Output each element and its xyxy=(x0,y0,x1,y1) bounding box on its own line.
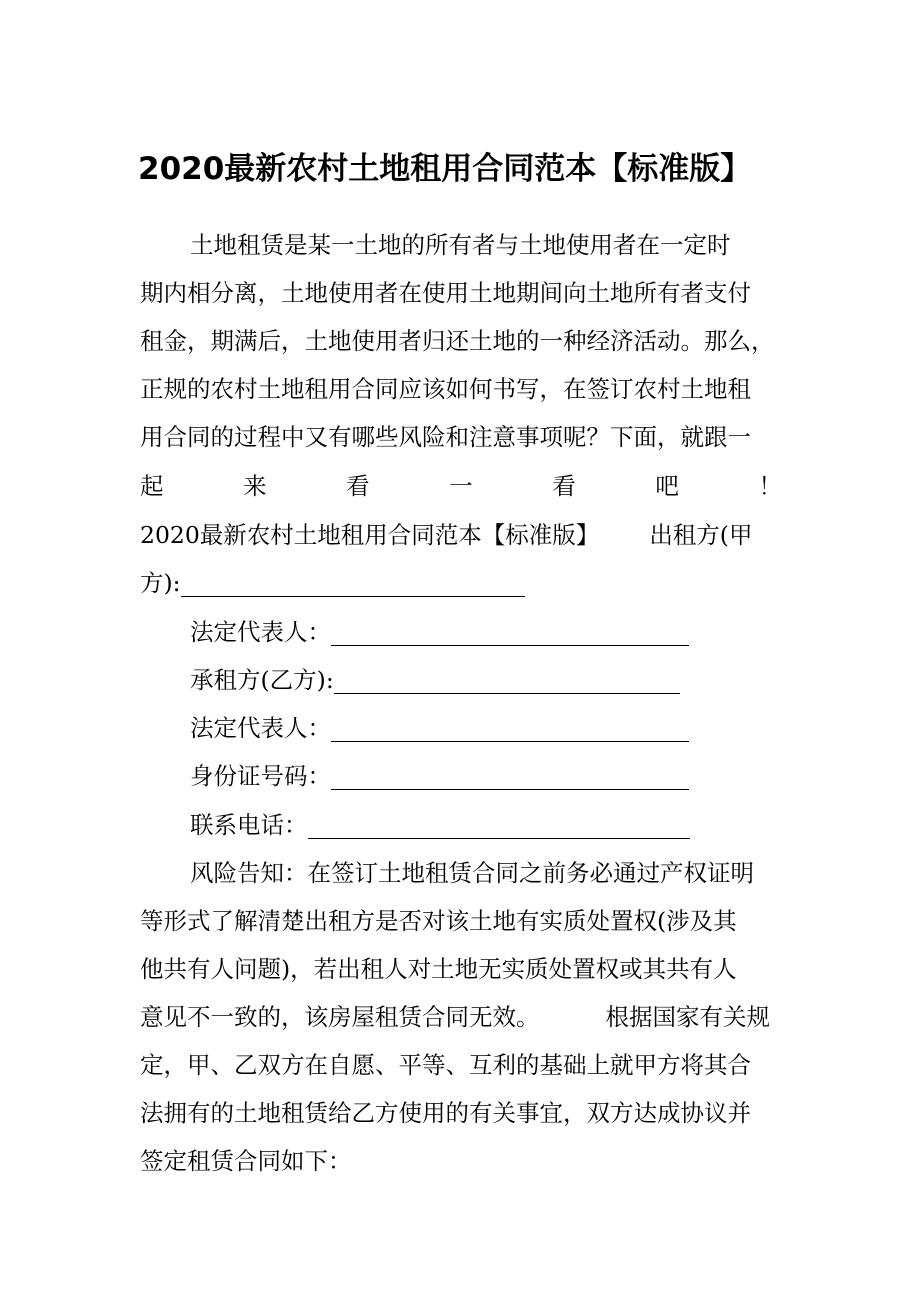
risk-line-7: 签定租赁合同如下： xyxy=(140,1147,352,1175)
intro-closing-char: 吧 xyxy=(655,472,679,500)
risk-line-1: 风险告知：在签订土地租赁合同之前务必通过产权证明 xyxy=(190,859,754,887)
intro-line-4: 正规的农村土地租用合同应该如何书写，在签订农村土地租 xyxy=(140,375,751,403)
field-row xyxy=(190,805,782,845)
field-blank[interactable] xyxy=(308,812,690,839)
intro-closing-char: ！ xyxy=(758,472,782,500)
intro-line-5: 用合同的过程中又有哪些风险和注意事项呢？下面，就跟一 xyxy=(140,423,751,451)
field-row xyxy=(190,612,782,652)
field-row xyxy=(190,708,782,748)
document-title: 2020最新农村土地租用合同范本【标准版】 xyxy=(138,151,752,187)
field-label: 法定代表人： xyxy=(190,714,331,742)
intro-line-3: 租金，期满后，土地使用者归还土地的一种经济活动。那么， xyxy=(140,327,775,355)
lessor-blank[interactable] xyxy=(181,570,525,597)
intro-closing-char: 起 xyxy=(140,472,164,500)
intro-closing-char: 看 xyxy=(346,472,370,500)
risk-text: 意见不一致的，该房屋租赁合同无效。 xyxy=(140,1003,540,1031)
risk-line-2: 等形式了解清楚出租方是否对该土地有实质处置权(涉及其 xyxy=(140,907,737,935)
field-label: 身份证号码： xyxy=(190,762,331,790)
risk-line-4 xyxy=(140,997,782,1037)
field-blank[interactable] xyxy=(331,763,689,790)
subtitle-line xyxy=(140,515,782,555)
intro-line-1: 土地租赁是某一土地的所有者与土地使用者在一定时 xyxy=(190,231,731,259)
field-blank[interactable] xyxy=(334,667,680,694)
intro-closing-char: 来 xyxy=(243,472,267,500)
lessor-label-cont: 方): xyxy=(140,569,181,597)
intro-closing-char: 看 xyxy=(552,472,576,500)
field-row xyxy=(190,756,782,796)
field-label: 承租方(乙方): xyxy=(190,666,334,694)
intro-closing-char: 一 xyxy=(449,472,473,500)
risk-line-5: 定，甲、乙双方在自愿、平等、互利的基础上就甲方将其合 xyxy=(140,1051,751,1079)
field-label: 联系电话： xyxy=(190,811,308,839)
intro-line-2: 期内相分离，土地使用者在使用土地期间向土地所有者支付 xyxy=(140,279,751,307)
subtitle-text: 2020最新农村土地租用合同范本【标准版】 xyxy=(140,521,600,549)
basis-text: 根据国家有关规 xyxy=(605,1003,770,1031)
lessor-label: 出租方(甲 xyxy=(649,521,753,549)
risk-line-6: 法拥有的土地租赁给乙方使用的有关事宜，双方达成协议并 xyxy=(140,1099,751,1127)
field-label: 法定代表人： xyxy=(190,618,331,646)
field-row xyxy=(190,660,782,700)
risk-line-3: 他共有人问题)，若出租人对土地无实质处置权或其共有人 xyxy=(140,955,737,983)
lessor-line xyxy=(140,563,782,603)
field-blank[interactable] xyxy=(331,619,689,646)
field-blank[interactable] xyxy=(331,715,689,742)
intro-closing-line xyxy=(140,466,782,506)
